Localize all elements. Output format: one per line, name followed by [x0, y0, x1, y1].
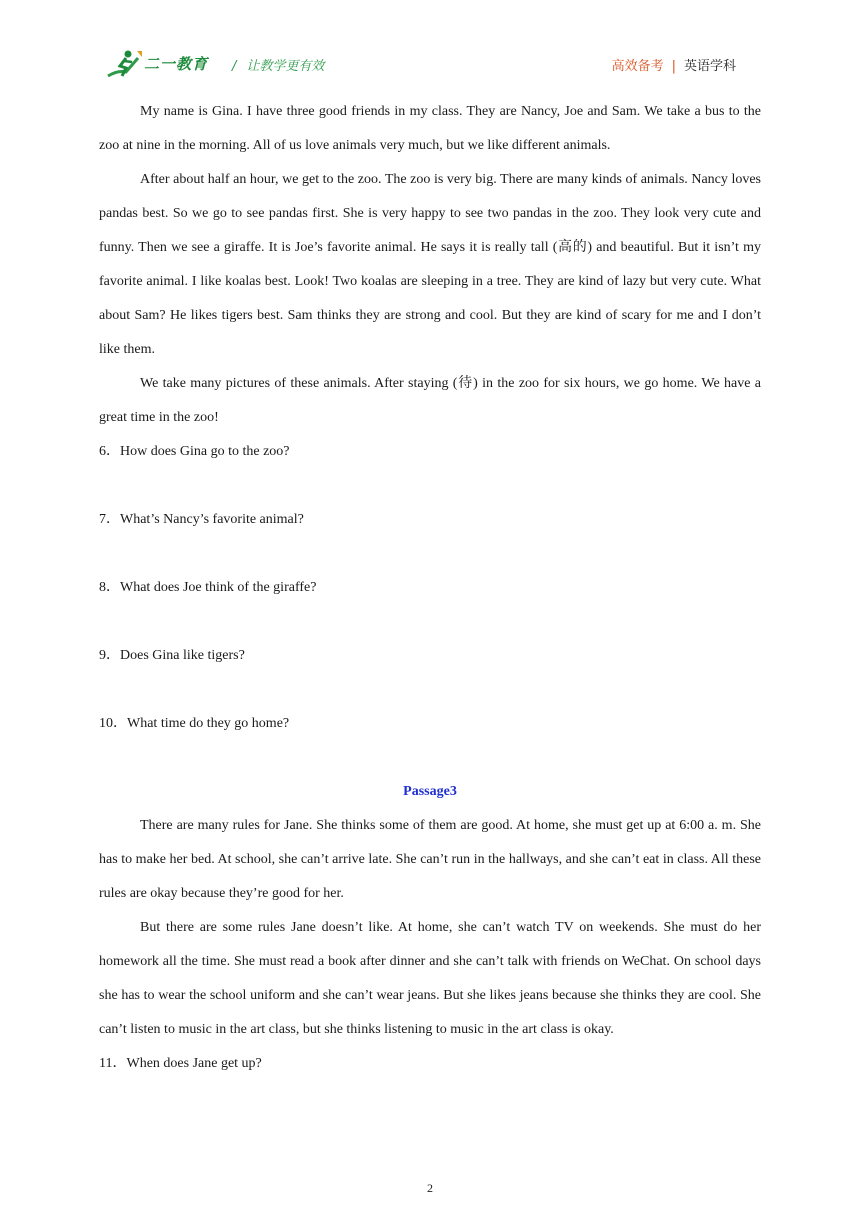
question: 10．What time do they go home?: [99, 716, 290, 731]
question: 9．Does Gina like tigers?: [99, 648, 245, 663]
page-header: [0, 0, 860, 90]
header-separator: |: [671, 59, 676, 74]
answer-space: [99, 605, 761, 639]
question: 11．When does Jane get up?: [99, 1056, 262, 1071]
subject-label: 英语学科: [683, 59, 736, 74]
question: 6．How does Gina go to the zoo?: [99, 444, 290, 459]
answer-space: [99, 537, 761, 571]
logo: [104, 48, 224, 80]
page-content: [99, 95, 761, 1081]
question: 8．What does Joe think of the giraffe?: [99, 580, 317, 595]
answer-space: [99, 741, 761, 775]
answer-space: [99, 673, 761, 707]
page-number: 2: [427, 1181, 433, 1195]
logo-text: 二一教育: [144, 55, 209, 73]
answer-space: [99, 469, 761, 503]
header-label: 高效备考: [611, 59, 664, 74]
header-subject: [612, 55, 736, 74]
passage2-paragraph: After about half an hour, we get to the zoo. The zoo is very big. There are many kinds of animals. Nancy loves pandas best. So we go to see pandas first. She is very happy to see two pandas in the zoo. They look very cute and funny. Then we see a giraffe. It is Joe’s favorite animal. He says it is really tall (高的) and beautiful. But it isn’t my favorite animal. I like koalas best. Look! Two koalas are sleeping in a tree. They are kind of lazy but very cute. What about Sam? He likes tigers best. Sam thinks they are strong and cool. But they are kind of scary for me and I don’t like them.: [99, 172, 761, 357]
slogan: [232, 55, 324, 74]
passage3-paragraph: There are many rules for Jane. She thinks some of them are good. At home, she must get up at 6:00 a. m. She has to make her bed. At school, she can’t arrive late. She can’t run in the hallways, and she can’t eat in class. All these rules are okay because they’re good for her.: [99, 818, 761, 901]
passage-title: Passage3: [403, 784, 457, 799]
slogan-slash: /: [232, 59, 237, 74]
passage2-paragraph: We take many pictures of these animals. After staying (待) in the zoo for six hours, we go home. We have a great time in the zoo!: [99, 376, 761, 425]
question: 7．What’s Nancy’s favorite animal?: [99, 512, 304, 527]
passage2-paragraph: My name is Gina. I have three good friends in my class. They are Nancy, Joe and Sam. We take a bus to the zoo at nine in the morning. All of us love animals very much, but we like different animals.: [99, 104, 761, 153]
slogan-text: 让教学更有效: [246, 59, 325, 74]
runner-logo-icon: [104, 48, 144, 80]
passage3-paragraph: But there are some rules Jane doesn’t like. At home, she can’t watch TV on weekends. She must do her homework all the time. She must read a book after dinner and she can’t talk with friends on WeChat. On school days she has to wear the school uniform and she can’t wear jeans. But she likes jeans because she thinks they are cool. She can’t listen to music in the art class, but she thinks listening to music in the art class is okay.: [99, 920, 761, 1037]
